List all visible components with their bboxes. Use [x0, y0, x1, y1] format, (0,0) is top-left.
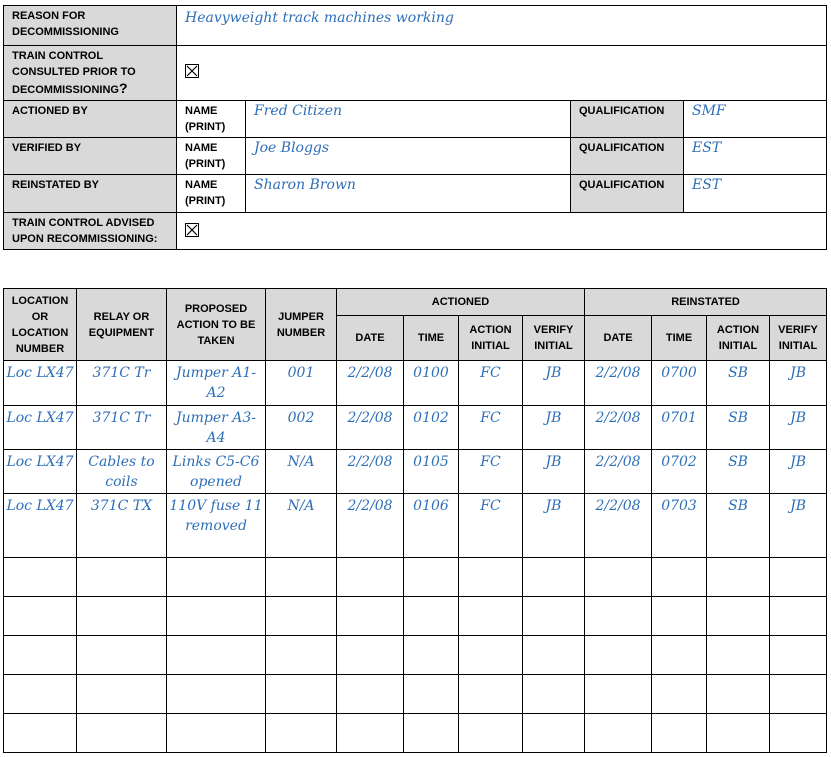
cell-relay[interactable]: [77, 714, 167, 753]
cell-actioned-action-initial[interactable]: [459, 714, 523, 753]
cell-actioned-date[interactable]: [337, 675, 404, 714]
cell-reinstated-date[interactable]: [585, 636, 652, 675]
cell-reinstated-date[interactable]: [585, 714, 652, 753]
cell-jumper-number[interactable]: [266, 597, 337, 636]
cell-location[interactable]: Loc LX47: [4, 406, 77, 450]
cell-reinstated-time[interactable]: [652, 597, 707, 636]
cell-actioned-action-initial[interactable]: FC: [459, 450, 523, 494]
cell-reinstated-action-initial[interactable]: SB: [707, 406, 770, 450]
cell-location[interactable]: Loc LX47: [4, 361, 77, 406]
cell-reinstated-action-initial[interactable]: SB: [707, 361, 770, 406]
cell-proposed-action[interactable]: 110V fuse 11 removed: [167, 494, 266, 558]
cell-actioned-action-initial[interactable]: FC: [459, 361, 523, 406]
cell-jumper-number[interactable]: N/A: [266, 450, 337, 494]
consult-question-mark: ?: [118, 80, 128, 96]
cell-jumper-number[interactable]: 001: [266, 361, 337, 406]
cell-reinstated-action-initial[interactable]: SB: [707, 494, 770, 558]
cell-relay[interactable]: [77, 558, 167, 597]
header-proposed: PROPOSED ACTION TO BE TAKEN: [167, 289, 266, 361]
cell-location[interactable]: [4, 675, 77, 714]
cell-jumper-number[interactable]: N/A: [266, 494, 337, 558]
cell-actioned-verify-initial[interactable]: [523, 636, 585, 675]
cell-reinstated-verify-initial[interactable]: [770, 636, 827, 675]
cell-location[interactable]: [4, 714, 77, 753]
cell-reinstated-verify-initial[interactable]: [770, 597, 827, 636]
cell-actioned-verify-initial[interactable]: [523, 714, 585, 753]
header-jumper: JUMPER NUMBER: [266, 289, 337, 361]
header-actioned-time: TIME: [404, 316, 459, 361]
header-reinstated-time: TIME: [652, 316, 707, 361]
cell-actioned-time[interactable]: 0106: [404, 494, 459, 558]
log-row-empty: [4, 675, 827, 714]
cell-actioned-action-initial[interactable]: FC: [459, 406, 523, 450]
cell-reinstated-time[interactable]: 0701: [652, 406, 707, 450]
header-location: LOCATION OR LOCATION NUMBER: [4, 289, 77, 361]
cell-reinstated-date[interactable]: [585, 597, 652, 636]
cell-jumper-number[interactable]: [266, 558, 337, 597]
cell-proposed-action[interactable]: [167, 597, 266, 636]
cell-reinstated-verify-initial[interactable]: [770, 558, 827, 597]
header-actioned-date: DATE: [337, 316, 404, 361]
cell-reinstated-time[interactable]: [652, 714, 707, 753]
cell-actioned-time[interactable]: 0100: [404, 361, 459, 406]
log-row: [4, 450, 827, 494]
cell-actioned-action-initial[interactable]: [459, 597, 523, 636]
cell-reinstated-action-initial[interactable]: [707, 597, 770, 636]
cell-location[interactable]: [4, 558, 77, 597]
cell-jumper-number[interactable]: [266, 675, 337, 714]
cell-jumper-number[interactable]: [266, 714, 337, 753]
cell-proposed-action[interactable]: [167, 636, 266, 675]
cell-relay[interactable]: [77, 636, 167, 675]
cell-actioned-action-initial[interactable]: FC: [459, 494, 523, 558]
cell-actioned-date[interactable]: 2/2/08: [337, 450, 404, 494]
cell-reinstated-time[interactable]: 0700: [652, 361, 707, 406]
cell-location[interactable]: [4, 636, 77, 675]
cell-actioned-verify-initial[interactable]: [523, 597, 585, 636]
cell-actioned-action-initial[interactable]: [459, 636, 523, 675]
cell-reinstated-time[interactable]: 0702: [652, 450, 707, 494]
reinstated-by-label: REINSTATED BY: [4, 175, 177, 213]
cell-reinstated-action-initial[interactable]: [707, 714, 770, 753]
advised-label: TRAIN CONTROL ADVISED UPON RECOMMISSIONING:: [4, 213, 177, 250]
log-row: [4, 361, 827, 406]
verified-by-label: VERIFIED BY: [4, 138, 177, 175]
cell-relay[interactable]: Cables to coils: [77, 450, 167, 494]
cell-actioned-verify-initial[interactable]: [523, 675, 585, 714]
name-print-label: NAME (PRINT): [177, 175, 246, 213]
cell-reinstated-date[interactable]: 2/2/08: [585, 494, 652, 558]
cell-actioned-verify-initial[interactable]: [523, 558, 585, 597]
cell-reinstated-verify-initial[interactable]: [770, 714, 827, 753]
cell-proposed-action[interactable]: [167, 558, 266, 597]
cell-location[interactable]: Loc LX47: [4, 450, 77, 494]
cell-location[interactable]: Loc LX47: [4, 494, 77, 558]
log-row-empty: [4, 597, 827, 636]
cell-actioned-date[interactable]: [337, 714, 404, 753]
name-print-label: NAME (PRINT): [177, 138, 246, 175]
cell-relay[interactable]: 371C Tr: [77, 406, 167, 450]
cell-reinstated-verify-initial[interactable]: JB: [770, 494, 827, 558]
cell-actioned-action-initial[interactable]: [459, 675, 523, 714]
cell-relay[interactable]: 371C Tr: [77, 361, 167, 406]
cell-actioned-date[interactable]: [337, 636, 404, 675]
log-body: [4, 361, 827, 753]
cell-actioned-date[interactable]: [337, 558, 404, 597]
decommission-form: [3, 5, 827, 250]
cell-reinstated-action-initial[interactable]: [707, 675, 770, 714]
cell-actioned-time[interactable]: [404, 636, 459, 675]
cell-reinstated-time[interactable]: [652, 675, 707, 714]
consult-checkbox[interactable]: [185, 64, 199, 78]
reason-label: REASON FOR DECOMMISSIONING: [4, 6, 177, 46]
cell-actioned-time[interactable]: 0105: [404, 450, 459, 494]
header-actioned-group: ACTIONED: [337, 289, 585, 316]
cell-reinstated-time[interactable]: 0703: [652, 494, 707, 558]
cell-actioned-verify-initial[interactable]: JB: [523, 450, 585, 494]
header-reinstated-date: DATE: [585, 316, 652, 361]
header-actioned-action-initial: ACTION INITIAL: [459, 316, 523, 361]
cell-proposed-action[interactable]: Links C5-C6 opened: [167, 450, 266, 494]
cell-proposed-action[interactable]: [167, 714, 266, 753]
cell-reinstated-date[interactable]: 2/2/08: [585, 361, 652, 406]
log-row: [4, 406, 827, 450]
cell-reinstated-date[interactable]: 2/2/08: [585, 406, 652, 450]
cell-jumper-number[interactable]: 002: [266, 406, 337, 450]
cell-reinstated-action-initial[interactable]: [707, 636, 770, 675]
advised-checkbox[interactable]: [185, 223, 199, 237]
cell-reinstated-date[interactable]: [585, 675, 652, 714]
log-row-empty: [4, 558, 827, 597]
cell-reinstated-verify-initial[interactable]: JB: [770, 361, 827, 406]
cell-reinstated-verify-initial[interactable]: JB: [770, 406, 827, 450]
cell-actioned-date[interactable]: 2/2/08: [337, 406, 404, 450]
cell-actioned-date[interactable]: 2/2/08: [337, 361, 404, 406]
cell-reinstated-date[interactable]: [585, 558, 652, 597]
cell-actioned-date[interactable]: [337, 597, 404, 636]
actioned-name-value[interactable]: Fred Citizen: [246, 101, 571, 138]
actioned-qualification-value[interactable]: SMF: [684, 101, 827, 138]
header-reinstated-action-initial: ACTION INITIAL: [707, 316, 770, 361]
cell-location[interactable]: [4, 597, 77, 636]
verified-qualification-value[interactable]: EST: [684, 138, 827, 175]
name-print-label: NAME (PRINT): [177, 101, 246, 138]
cell-actioned-verify-initial[interactable]: JB: [523, 361, 585, 406]
cell-proposed-action[interactable]: Jumper A3-A4: [167, 406, 266, 450]
log-row-empty: [4, 636, 827, 675]
cell-relay[interactable]: [77, 675, 167, 714]
cell-reinstated-action-initial[interactable]: [707, 558, 770, 597]
cell-actioned-verify-initial[interactable]: JB: [523, 494, 585, 558]
jumper-log-table: [3, 288, 827, 753]
qualification-label: QUALIFICATION: [571, 175, 684, 213]
cell-reinstated-action-initial[interactable]: SB: [707, 450, 770, 494]
cell-actioned-time[interactable]: 0102: [404, 406, 459, 450]
cell-reinstated-date[interactable]: 2/2/08: [585, 450, 652, 494]
log-row-empty: [4, 714, 827, 753]
qualification-label: QUALIFICATION: [571, 101, 684, 138]
header-reinstated-verify-initial: VERIFY INITIAL: [770, 316, 827, 361]
qualification-label: QUALIFICATION: [571, 138, 684, 175]
consult-label-cell: [4, 46, 177, 101]
cell-actioned-time[interactable]: [404, 558, 459, 597]
cell-reinstated-time[interactable]: [652, 636, 707, 675]
reinstated-name-value[interactable]: Sharon Brown: [246, 175, 571, 213]
cell-relay[interactable]: [77, 597, 167, 636]
log-row: [4, 494, 827, 558]
actioned-by-label: ACTIONED BY: [4, 101, 177, 138]
cell-actioned-verify-initial[interactable]: JB: [523, 406, 585, 450]
reinstated-qualification-value[interactable]: EST: [684, 175, 827, 213]
cell-reinstated-verify-initial[interactable]: [770, 675, 827, 714]
header-actioned-verify-initial: VERIFY INITIAL: [523, 316, 585, 361]
cell-reinstated-verify-initial[interactable]: JB: [770, 450, 827, 494]
reason-value[interactable]: Heavyweight track machines working: [177, 6, 827, 46]
cell-actioned-time[interactable]: [404, 714, 459, 753]
cell-proposed-action[interactable]: Jumper A1-A2: [167, 361, 266, 406]
header-relay: RELAY OR EQUIPMENT: [77, 289, 167, 361]
cell-relay[interactable]: 371C TX: [77, 494, 167, 558]
cell-proposed-action[interactable]: [167, 675, 266, 714]
header-reinstated-group: REINSTATED: [585, 289, 827, 316]
consult-label: TRAIN CONTROL CONSULTED PRIOR TO DECOMMISSIONING: [12, 50, 136, 96]
verified-name-value[interactable]: Joe Bloggs: [246, 138, 571, 175]
cell-actioned-action-initial[interactable]: [459, 558, 523, 597]
cell-actioned-time[interactable]: [404, 597, 459, 636]
cell-actioned-time[interactable]: [404, 675, 459, 714]
cell-reinstated-time[interactable]: [652, 558, 707, 597]
cell-actioned-date[interactable]: 2/2/08: [337, 494, 404, 558]
cell-jumper-number[interactable]: [266, 636, 337, 675]
